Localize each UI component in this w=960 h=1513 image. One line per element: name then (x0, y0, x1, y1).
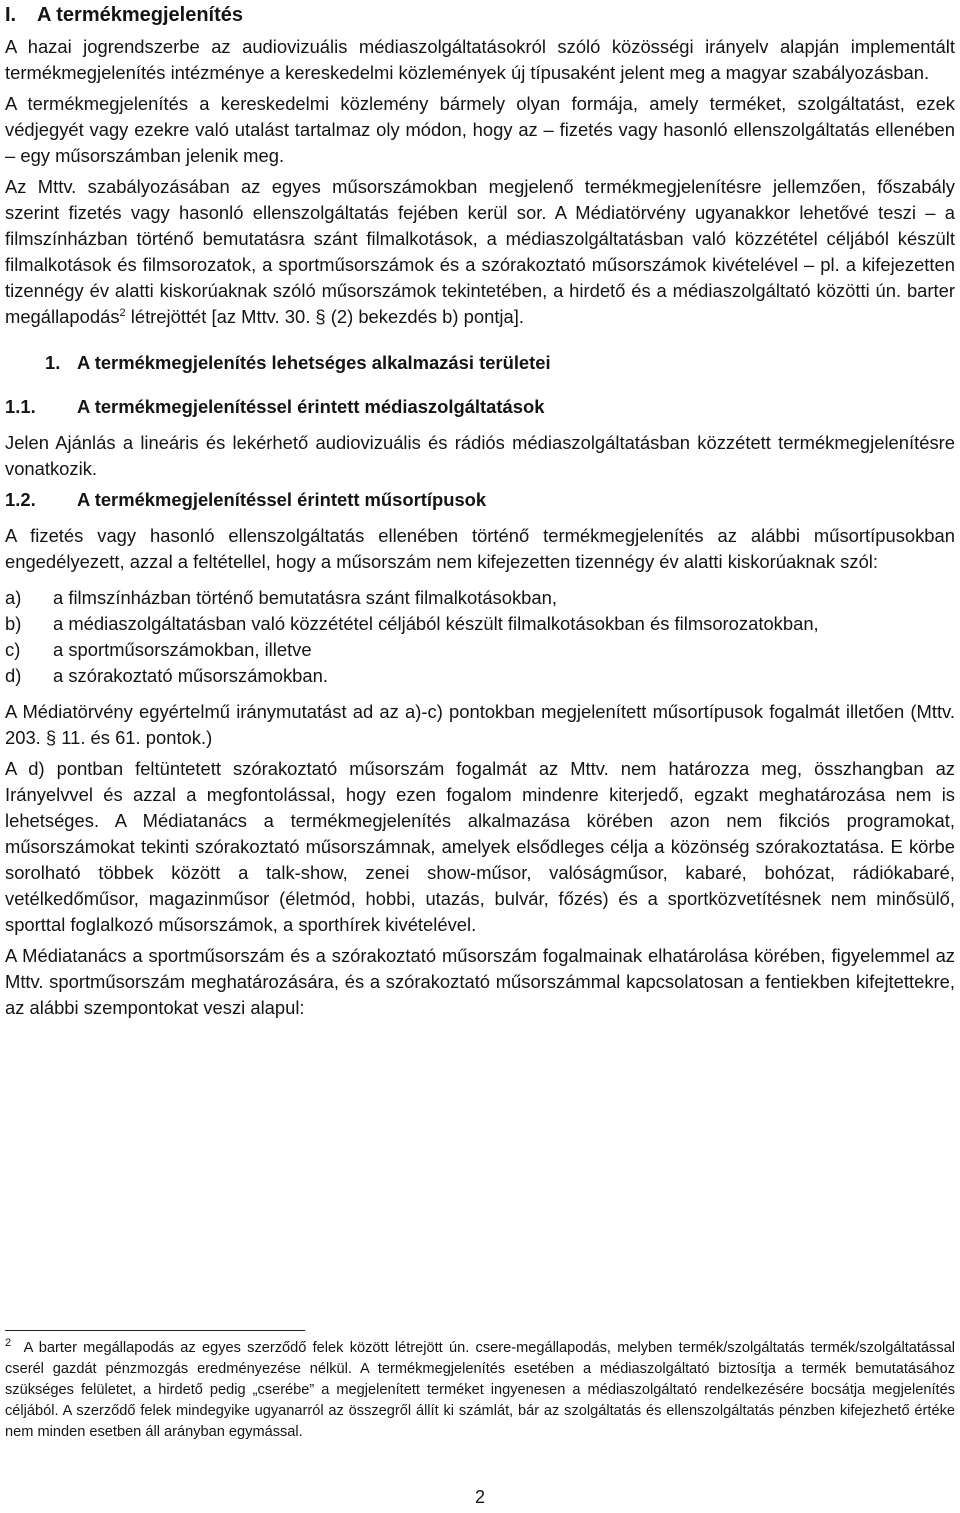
section-1-2-title: A termékmegjelenítéssel érintett műsortípusok (77, 489, 487, 510)
list-item-text: a sportműsorszámokban, illetve (53, 639, 312, 660)
list-item (5, 585, 955, 611)
entertainment-paragraph: A d) pontban feltüntetett szórakoztató műsorszám fogalmát az Mttv. nem határozza meg, összhangban az Irányelvvel és azzal a megfontolással, hogy ezen fogalom mindenre kiterjedő, egzakt meghatározása nem is lehetséges. A Médiatanács a termékmegjelenítés alkalmazása körében azon nem fikciós programokat, műsorszámokat tekinti szórakoztató műsorszámnak, amelyek elsődleges célja a közönség szórakoztatása. E körbe sorolható többek között a talk-show, zenei show-műsor, valóságműsor, kabaré, bohózat, rádiókabaré, vetélkedőműsor, magazinműsor (életmód, hobbi, utazás, bulvár, főzés) és a sportközvetítésnek nem minősülő, sporttal foglalkozó műsorszámok, a sporthírek kivételével. (5, 758, 955, 935)
list-item-text: a filmszínházban történő bemutatásra szánt filmalkotásokban, (53, 587, 557, 608)
section-1-1-title: A termékmegjelenítéssel érintett médiaszolgáltatások (77, 396, 545, 417)
intro-paragraph-2: A termékmegjelenítés a kereskedelmi közlemény bármely olyan formája, amely terméket, szolgáltatást, ezek védjegyét vagy ezekre való utalást tartalmaz oly módon, hogy az – fizetés vagy hasonló ellenszolgáltatás ellenében – egy műsorszámban jelenik meg. (5, 93, 955, 166)
list-item-text: a médiaszolgáltatásban való közzététel céljából készült filmalkotásokban és filmsorozatokban, (53, 613, 819, 634)
criteria-paragraph: A Médiatanács a sportműsorszám és a szórakoztató műsorszám fogalmainak elhatárolása körében, figyelemmel az Mttv. sportműsorszám meghatározására, és a szórakoztató műsorszámmal kapcsolatosan a fentiekben kifejtettekre, az alábbi szempontokat veszi alapul: (5, 945, 955, 1018)
list-item (5, 663, 955, 689)
section-1-2-text: A fizetés vagy hasonló ellenszolgáltatás ellenében történő termékmegjelenítés az alábbi műsortípusokban engedélyezett, azzal a feltétellel, hogy a műsorszám nem kifejezetten tizennégy év alatti kiskorúaknak szól: (5, 525, 955, 572)
definition-paragraph: A Médiatörvény egyértelmű iránymutatást ad az a)-c) pontokban megjelenített műsortípusok fogalmát illetően (Mttv. 203. § 11. és 61. pontok.) (5, 701, 955, 748)
list-item (5, 637, 955, 663)
list-item-letter: a) (5, 587, 22, 608)
program-type-list (5, 585, 955, 689)
footnote-reference: 2 (119, 306, 126, 319)
footnote-separator (5, 1330, 305, 1331)
barter-text-end: létrejöttét [az Mttv. 30. § (2) bekezdés b) pontja]. (125, 306, 524, 327)
chapter-title: A termékmegjelenítés (37, 4, 244, 26)
section-1-2-heading (5, 487, 955, 513)
section-1-1-text: Jelen Ajánlás a lineáris és lekérhető audiovizuális és rádiós médiaszolgáltatásban közzétett termékmegjelenítésre vonatkozik. (5, 432, 955, 479)
chapter-heading (5, 2, 955, 28)
section-1-title: A termékmegjelenítés lehetséges alkalmazási területei (77, 352, 551, 373)
list-item-letter: d) (5, 665, 22, 686)
footnote-marker: 2 (5, 1337, 12, 1350)
barter-paragraph (5, 174, 955, 330)
page-number: 2 (474, 1487, 485, 1507)
section-1-number: 1. (45, 352, 61, 373)
list-item-text: a szórakoztató műsorszámokban. (53, 665, 328, 686)
chapter-number: I. (5, 4, 17, 26)
intro-paragraph-1: A hazai jogrendszerbe az audiovizuális médiaszolgáltatásokról szóló közösségi irányelv alapján implementált termékmegjelenítés intézménye a kereskedelmi közlemények új típusaként jelent meg a magyar szabályozásban. (5, 36, 955, 83)
list-item-letter: b) (5, 613, 22, 634)
section-1-2-number: 1.2. (5, 489, 36, 510)
section-1-heading (5, 350, 955, 376)
document-page (5, 0, 955, 1026)
section-1-1-heading (5, 394, 955, 420)
footnote (5, 1338, 955, 1443)
section-1-1-number: 1.1. (5, 396, 36, 417)
list-item (5, 611, 955, 637)
barter-text: Az Mttv. szabályozásában az egyes műsorszámokban megjelenő termékmegjelenítésre jellemzően, főszabály szerint fizetés vagy hasonló ellenszolgáltatás fejében kerül sor. A Médiatörvény ugyanakkor lehetővé teszi – a filmszínházban történő bemutatásra szánt filmalkotások, a médiaszolgáltatásban való közzététel céljából készült filmalkotások és filmsorozatok, a sportműsorszámok és a szórakoztató műsorszámok kivételével – pl. a kifejezetten tizennégy év alatti kiskorúaknak szóló műsorszámok tekintetében, a hirdető és a médiaszolgáltató közötti ún. barter megállapodás (5, 176, 955, 327)
list-item-letter: c) (5, 639, 21, 660)
footnote-text: A barter megállapodás az egyes szerződő felek között létrejött ún. csere-megállapodás, melyben termék/szolgáltatás termék/szolgáltatással cserél gazdát pénzmozgás eredményezése nélkül. A termékmegjelenítés esetében a médiaszolgáltató biztosítja a termék bemutatásához szükséges felületet, a hirdető pedig „cserébe” a megjelenített terméket ingyenesen a médiaszolgáltató rendelkezésére bocsátja megjelenítés céljából. A szerződő felek mindegyike ugyanarról az összegről állít ki számlát, bár az szolgáltatás és ellenszolgáltatás pénzben kifejezhető értéke nem minden esetben áll arányban egymással. (5, 1340, 955, 1440)
